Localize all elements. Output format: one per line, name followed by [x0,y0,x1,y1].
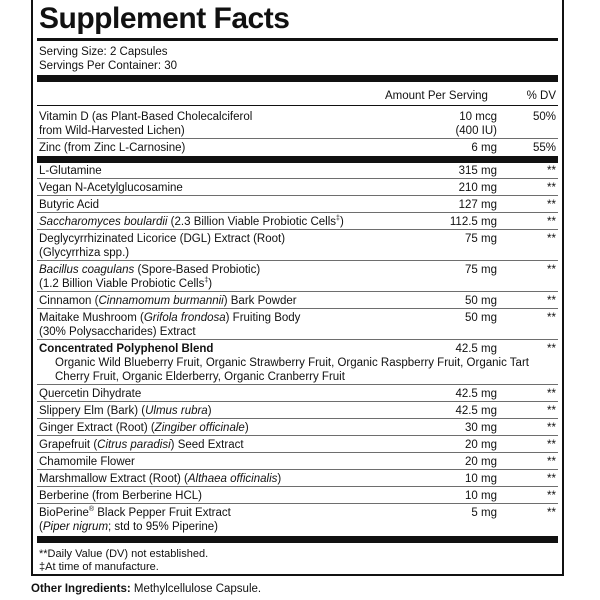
ingredient-dv: ** [547,216,556,228]
ingredient-amount: 50 mg [465,312,497,324]
ingredient-dv: ** [547,343,556,355]
ingredient-name: Deglycyrrhizinated Licorice (DGL) Extract (Root) [39,233,286,245]
serving-size: Serving Size: 2 Capsules [39,46,168,58]
header-dv: % DV [526,90,556,102]
ingredient-amount: 127 mg [458,199,497,211]
ingredient-amount-line2: (400 IU) [455,125,497,137]
ingredient-name: L-Glutamine [39,165,102,177]
ingredient-name: BioPerine® Black Pepper Fruit Extract [39,506,231,519]
row-divider [37,486,558,487]
row-divider [37,229,558,230]
row-divider [37,503,558,504]
ingredient-name: Slippery Elm (Bark) (Ulmus rubra) [39,405,212,417]
ingredient-name: Cinnamon (Cinnamomum burmannii) Bark Powder [39,295,297,307]
row-divider [37,212,558,213]
top-rule [37,38,558,41]
ingredient-amount: 6 mg [471,142,497,154]
footnote-manufacture: ‡At time of manufacture. [39,561,159,573]
ingredient-dv: ** [547,165,556,177]
ingredient-name: Chamomile Flower [39,456,135,468]
header-amount: Amount Per Serving [385,90,488,102]
ingredient-name: Zinc (from Zinc L-Carnosine) [39,142,186,154]
row-divider [37,178,558,179]
ingredient-name-line2: (1.2 Billion Viable Probiotic Cells‡) [39,277,213,290]
ingredient-name: Saccharomyces boulardii (2.3 Billion Viable Probiotic Cells‡) [39,215,344,228]
ingredient-amount: 20 mg [465,456,497,468]
ingredient-dv: ** [547,422,556,434]
row-divider [37,384,558,385]
header-rule [37,105,558,106]
row-divider [37,339,558,340]
ingredient-name: Grapefruit (Citrus paradisi) Seed Extract [39,439,244,451]
ingredient-name: Butyric Acid [39,199,100,211]
ingredient-amount: 42.5 mg [455,388,497,400]
other-ingredients-text: Methylcellulose Capsule. [130,583,262,595]
ingredient-amount: 10 mg [465,490,497,502]
row-divider [37,435,558,436]
ingredient-amount: 10 mcg [459,111,497,123]
ingredient-name: Marshmallow Extract (Root) (Althaea officinalis) [39,473,282,485]
ingredient-name: Bacillus coagulans (Spore-Based Probiotic) [39,264,261,276]
ingredient-dv: ** [547,199,556,211]
ingredient-dv: ** [547,182,556,194]
thick-rule-2 [37,156,558,163]
panel-title: Supplement Facts [39,2,290,35]
blend-contents-line1: Organic Wild Blueberry Fruit, Organic Strawberry Fruit, Organic Raspberry Fruit, Organic Tart [55,357,529,369]
ingredient-dv: ** [547,264,556,276]
ingredient-name: Berberine (from Berberine HCL) [39,490,202,502]
ingredient-amount: 42.5 mg [455,405,497,417]
ingredient-name-line2: (Glycyrrhiza spp.) [39,247,130,259]
ingredient-dv: 55% [532,142,556,154]
ingredient-dv: ** [547,388,556,400]
footnote-dv: **Daily Value (DV) not established. [39,548,209,560]
supplement-facts-panel [31,0,564,576]
ingredient-name-line2: from Wild-Harvested Lichen) [39,125,185,137]
ingredient-name: Ginger Extract (Root) (Zingiber officinale) [39,422,249,434]
ingredient-dv: ** [547,295,556,307]
ingredient-name: Maitake Mushroom (Grifola frondosa) Fruiting Body [39,312,301,324]
ingredient-amount: 5 mg [471,507,497,519]
row-divider [37,195,558,196]
ingredient-dv: ** [547,233,556,245]
ingredient-amount: 112.5 mg [449,216,497,228]
ingredient-dv: ** [547,507,556,519]
ingredient-amount: 42.5 mg [455,343,497,355]
row-divider [37,418,558,419]
thick-rule-3 [37,536,558,543]
row-divider [37,260,558,261]
thick-rule-1 [37,75,558,82]
row-divider [37,452,558,453]
ingredient-name: Vegan N-Acetylglucosamine [39,182,183,194]
ingredient-amount: 75 mg [465,264,497,276]
ingredient-amount: 315 mg [458,165,497,177]
ingredient-dv: ** [547,405,556,417]
row-divider [37,138,558,139]
ingredient-amount: 210 mg [458,182,497,194]
ingredient-amount: 10 mg [465,473,497,485]
ingredient-dv: ** [547,439,556,451]
ingredient-name-line2: (30% Polysaccharides) Extract [39,326,196,338]
ingredient-dv: ** [547,490,556,502]
row-divider [37,469,558,470]
ingredient-dv: ** [547,473,556,485]
ingredient-name: Quercetin Dihydrate [39,388,142,400]
ingredient-amount: 50 mg [465,295,497,307]
blend-contents-line2: Cherry Fruit, Organic Elderberry, Organic Cranberry Fruit [55,371,345,383]
ingredient-amount: 75 mg [465,233,497,245]
ingredient-name: Vitamin D (as Plant-Based Cholecalciferol [39,111,253,123]
ingredient-dv: ** [547,312,556,324]
row-divider [37,291,558,292]
ingredient-name: Concentrated Polyphenol Blend [39,343,214,355]
other-ingredients-label: Other Ingredients: [31,583,131,595]
other-ingredients [31,582,261,596]
ingredient-amount: 20 mg [465,439,497,451]
ingredient-dv: 50% [532,111,556,123]
row-divider [37,308,558,309]
ingredient-dv: ** [547,456,556,468]
ingredient-amount: 30 mg [465,422,497,434]
row-divider [37,401,558,402]
ingredient-name-line2: (Piper nigrum; std to 95% Piperine) [39,521,218,533]
servings-per-container: Servings Per Container: 30 [39,60,178,72]
